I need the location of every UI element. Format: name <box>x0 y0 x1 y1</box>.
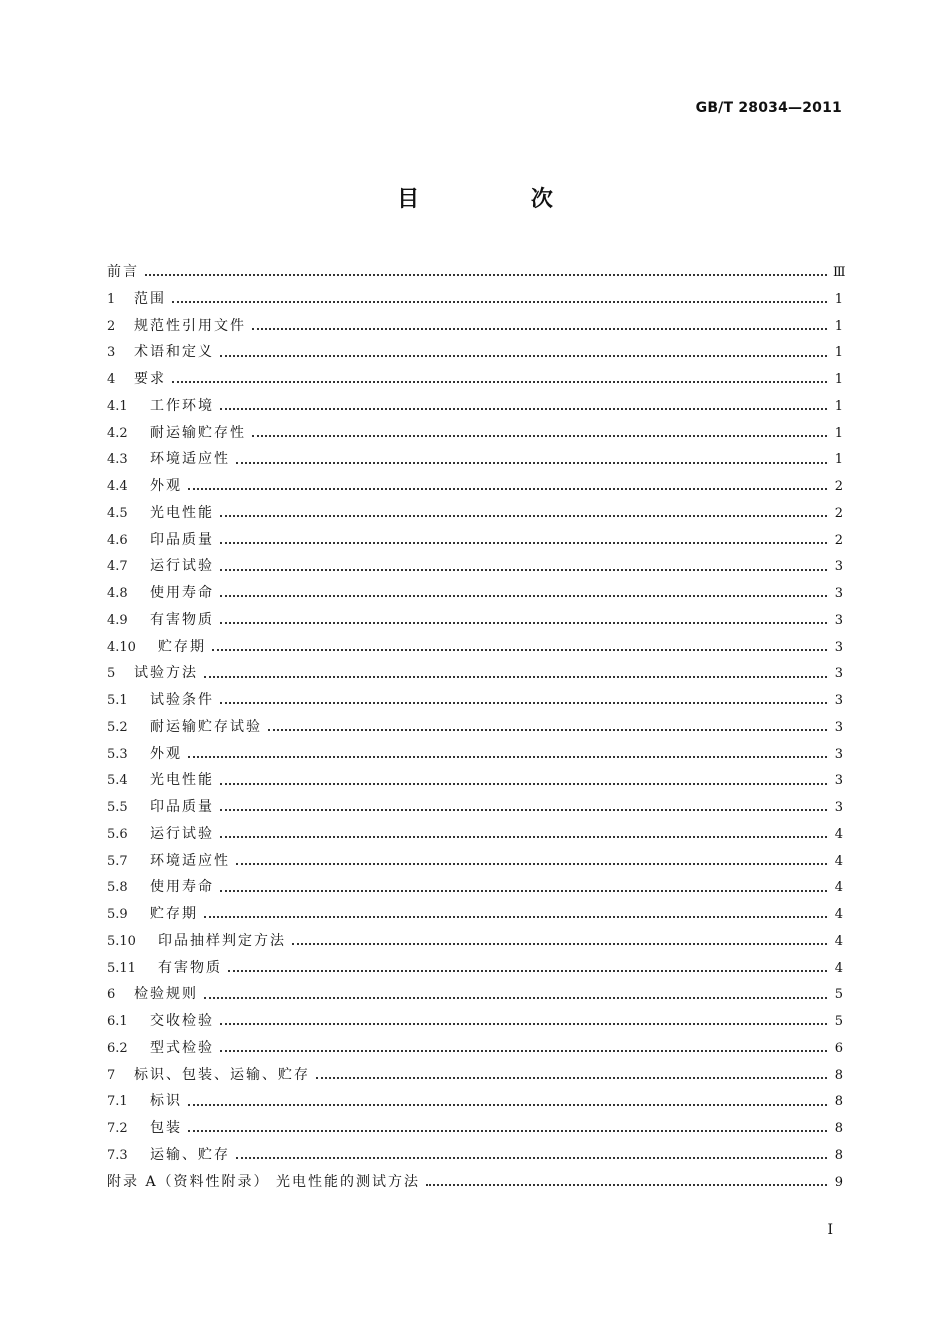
toc-entry-label: 范围 <box>134 290 166 307</box>
toc-entry-page: 8 <box>834 1147 843 1163</box>
toc-entry-label: 耐运输贮存性 <box>150 424 246 441</box>
toc-entry-number: 5.6 <box>107 826 128 842</box>
toc-entry-number: 5.10 <box>107 933 136 949</box>
toc-entry-page: 2 <box>834 532 843 548</box>
toc-entry-label: 环境适应性 <box>150 451 230 468</box>
toc-entry-number: 7 <box>107 1067 116 1083</box>
toc-entry-number: 7.3 <box>107 1147 128 1163</box>
toc-entry-page: 1 <box>834 345 843 361</box>
toc-dot-leader <box>188 1095 827 1109</box>
toc-dot-leader <box>220 506 827 520</box>
toc-entry-label: 附录 A（资料性附录） 光电性能的测试方法 <box>107 1173 421 1190</box>
toc-entry-number: 1 <box>107 291 116 307</box>
toc-entry-label: 规范性引用文件 <box>134 317 246 334</box>
toc-entry-number: 4.10 <box>107 639 136 655</box>
toc-entry[interactable] <box>107 1008 843 1035</box>
toc-entry-label: 检验规则 <box>134 986 198 1003</box>
toc-entry[interactable] <box>107 741 843 768</box>
toc-entry-label: 型式检验 <box>150 1039 214 1056</box>
toc-dot-leader <box>145 265 827 279</box>
toc-entry[interactable] <box>107 339 843 366</box>
toc-entry-page: 1 <box>834 318 843 334</box>
toc-dot-leader <box>220 1014 827 1028</box>
toc-entry-label: 要求 <box>134 371 166 387</box>
toc-entry-label: 使用寿命 <box>150 585 214 601</box>
toc-entry[interactable] <box>107 446 843 473</box>
toc-entry-number: 5.9 <box>107 907 128 922</box>
toc-list <box>107 259 846 1195</box>
toc-entry-number: 5.1 <box>107 693 128 708</box>
toc-entry[interactable] <box>107 687 843 714</box>
toc-entry-number: 6.2 <box>107 1040 128 1056</box>
toc-entry-label: 外观 <box>150 478 182 494</box>
toc-entry[interactable] <box>107 607 843 634</box>
toc-entry-page: 5 <box>834 1014 843 1029</box>
toc-entry-number: 2 <box>107 318 116 334</box>
toc-entry-page: 3 <box>834 746 843 762</box>
toc-entry-label: 试验条件 <box>150 692 214 708</box>
toc-entry-label: 光电性能 <box>150 772 214 789</box>
toc-entry-page: 1 <box>834 425 843 441</box>
toc-entry-label: 有害物质 <box>158 959 222 976</box>
toc-entry-page: 2 <box>834 479 843 494</box>
toc-entry-page: 3 <box>834 800 843 815</box>
toc-entry-label: 试验方法 <box>134 665 198 682</box>
toc-entry[interactable] <box>107 1115 843 1142</box>
toc-entry-number: 4.3 <box>107 452 128 468</box>
toc-entry-label: 标识、包装、运输、贮存 <box>134 1066 310 1083</box>
page-number: I <box>827 1222 833 1238</box>
toc-entry[interactable] <box>107 1062 843 1089</box>
toc-dot-leader <box>316 1068 827 1082</box>
toc-entry-page: 5 <box>834 987 843 1003</box>
toc-dot-leader <box>236 453 827 467</box>
toc-entry[interactable] <box>107 901 843 928</box>
toc-entry[interactable] <box>107 981 843 1008</box>
toc-entry-label: 使用寿命 <box>150 879 214 896</box>
toc-entry-number: 5.2 <box>107 719 128 735</box>
toc-entry-page: 3 <box>834 559 843 575</box>
toc-dot-leader <box>220 881 827 895</box>
toc-dot-leader <box>220 1041 827 1055</box>
toc-entry[interactable] <box>107 1035 843 1062</box>
toc-dot-leader <box>220 774 827 788</box>
toc-dot-leader <box>220 560 827 574</box>
toc-dot-leader <box>220 800 827 814</box>
toc-entry[interactable] <box>107 500 843 527</box>
toc-dot-leader <box>220 586 827 600</box>
toc-entry-page: 3 <box>834 773 843 789</box>
toc-entry-page: 4 <box>834 960 843 976</box>
toc-dot-leader <box>188 1121 827 1135</box>
toc-entry[interactable] <box>107 366 843 393</box>
toc-entry-page: 4 <box>834 907 843 922</box>
toc-entry[interactable] <box>107 928 843 955</box>
toc-entry-label: 环境适应性 <box>150 852 230 869</box>
toc-entry[interactable] <box>107 794 843 821</box>
toc-dot-leader <box>426 1175 827 1189</box>
toc-entry-label: 光电性能 <box>150 504 214 521</box>
toc-entry-page: 4 <box>834 853 843 869</box>
toc-dot-leader <box>236 1148 827 1162</box>
toc-entry[interactable] <box>107 714 843 741</box>
toc-dot-leader <box>204 907 827 921</box>
toc-entry-number: 5 <box>107 666 116 682</box>
toc-entry-label: 工作环境 <box>150 397 214 414</box>
toc-entry-number: 4.5 <box>107 505 128 521</box>
toc-entry[interactable] <box>107 848 843 875</box>
toc-dot-leader <box>220 827 827 841</box>
toc-dot-leader <box>252 426 827 440</box>
toc-entry-number: 5.8 <box>107 880 128 896</box>
toc-entry-page: 3 <box>834 693 843 708</box>
toc-dot-leader <box>188 479 827 493</box>
toc-entry-label: 贮存期 <box>150 906 198 922</box>
toc-dot-leader <box>236 854 827 868</box>
toc-dot-leader <box>204 988 827 1002</box>
toc-dot-leader <box>292 934 827 948</box>
toc-entry-label: 运输、贮存 <box>150 1146 230 1163</box>
toc-dot-leader <box>188 747 827 761</box>
toc-entry-label: 耐运输贮存试验 <box>150 718 262 735</box>
toc-entry-number: 5.11 <box>107 960 136 976</box>
toc-entry-number: 4.8 <box>107 586 128 601</box>
toc-entry-number: 3 <box>107 345 116 361</box>
toc-entry-label: 包装 <box>150 1120 182 1136</box>
toc-entry-label: 印品质量 <box>150 531 214 548</box>
toc-entry-label: 运行试验 <box>150 825 214 842</box>
toc-entry-page: 3 <box>834 639 843 655</box>
toc-entry-number: 5.3 <box>107 746 128 762</box>
toc-entry-number: 4.6 <box>107 532 128 548</box>
toc-dot-leader <box>212 640 827 654</box>
toc-entry-label: 印品质量 <box>150 799 214 815</box>
toc-entry-page: 1 <box>834 291 843 307</box>
toc-entry-label: 印品抽样判定方法 <box>158 932 286 949</box>
toc-entry-label: 前言 <box>107 264 139 280</box>
toc-dot-leader <box>252 319 827 333</box>
toc-entry-label: 交收检验 <box>150 1013 214 1029</box>
toc-entry-label: 外观 <box>150 745 182 762</box>
toc-entry[interactable] <box>107 1169 843 1196</box>
toc-dot-leader <box>204 667 827 681</box>
toc-entry-page: 3 <box>834 612 843 628</box>
toc-entry[interactable] <box>107 955 843 982</box>
toc-entry-number: 5.4 <box>107 773 128 789</box>
toc-dot-leader <box>220 399 827 413</box>
toc-entry[interactable] <box>107 1142 843 1169</box>
toc-dot-leader <box>268 720 827 734</box>
toc-entry-page: 1 <box>834 372 843 387</box>
toc-entry-page: 4 <box>834 826 843 842</box>
toc-dot-leader <box>220 346 827 360</box>
toc-entry[interactable] <box>107 527 843 554</box>
toc-dot-leader <box>220 533 827 547</box>
toc-dot-leader <box>220 613 827 627</box>
toc-entry[interactable] <box>107 580 843 607</box>
toc-title: 目 次 <box>397 187 605 212</box>
toc-entry-number: 7.2 <box>107 1121 128 1136</box>
toc-entry[interactable] <box>107 767 843 794</box>
toc-dot-leader <box>228 961 827 975</box>
toc-entry-number: 6 <box>107 987 116 1003</box>
toc-dot-leader <box>172 292 827 306</box>
toc-entry-page: Ⅲ <box>833 265 846 280</box>
toc-entry-number: 4.4 <box>107 479 128 494</box>
toc-entry-number: 4.9 <box>107 612 128 628</box>
toc-entry[interactable] <box>107 393 843 420</box>
toc-entry-label: 运行试验 <box>150 558 214 575</box>
toc-entry-page: 6 <box>834 1040 843 1056</box>
toc-dot-leader <box>220 693 827 707</box>
toc-entry[interactable] <box>107 473 843 500</box>
toc-entry[interactable] <box>107 1088 843 1115</box>
toc-entry-label: 术语和定义 <box>134 344 214 361</box>
toc-entry-page: 9 <box>834 1174 843 1190</box>
standard-number: GB/T 28034—2011 <box>695 100 842 116</box>
toc-entry-number: 4.1 <box>107 398 128 414</box>
toc-entry-page: 1 <box>834 452 843 468</box>
toc-dot-leader <box>172 372 827 386</box>
toc-entry[interactable] <box>107 821 843 848</box>
toc-entry[interactable] <box>107 634 843 661</box>
toc-entry-number: 4.2 <box>107 425 128 441</box>
toc-entry[interactable] <box>107 286 843 313</box>
toc-entry-number: 5.5 <box>107 800 128 815</box>
toc-entry-label: 标识 <box>150 1093 182 1110</box>
toc-entry-page: 8 <box>834 1121 843 1136</box>
toc-entry-page: 4 <box>834 933 843 949</box>
toc-entry-number: 4.7 <box>107 559 128 575</box>
toc-entry-page: 1 <box>834 398 843 414</box>
toc-entry-page: 3 <box>834 586 843 601</box>
toc-entry[interactable] <box>107 553 843 580</box>
toc-entry[interactable] <box>107 259 846 286</box>
toc-entry[interactable] <box>107 420 843 447</box>
toc-entry[interactable] <box>107 874 843 901</box>
toc-entry-number: 6.1 <box>107 1014 128 1029</box>
toc-entry-page: 8 <box>834 1094 843 1110</box>
toc-entry-page: 2 <box>834 505 843 521</box>
toc-entry-page: 3 <box>834 666 843 682</box>
toc-entry-page: 3 <box>834 719 843 735</box>
toc-entry-page: 4 <box>834 880 843 896</box>
toc-entry[interactable] <box>107 660 843 687</box>
toc-entry-label: 贮存期 <box>158 638 206 655</box>
toc-entry-page: 8 <box>834 1067 843 1083</box>
toc-entry-label: 有害物质 <box>150 611 214 628</box>
toc-entry[interactable] <box>107 313 843 340</box>
toc-entry-number: 7.1 <box>107 1094 128 1110</box>
toc-entry-number: 5.7 <box>107 853 128 869</box>
toc-entry-number: 4 <box>107 372 116 387</box>
